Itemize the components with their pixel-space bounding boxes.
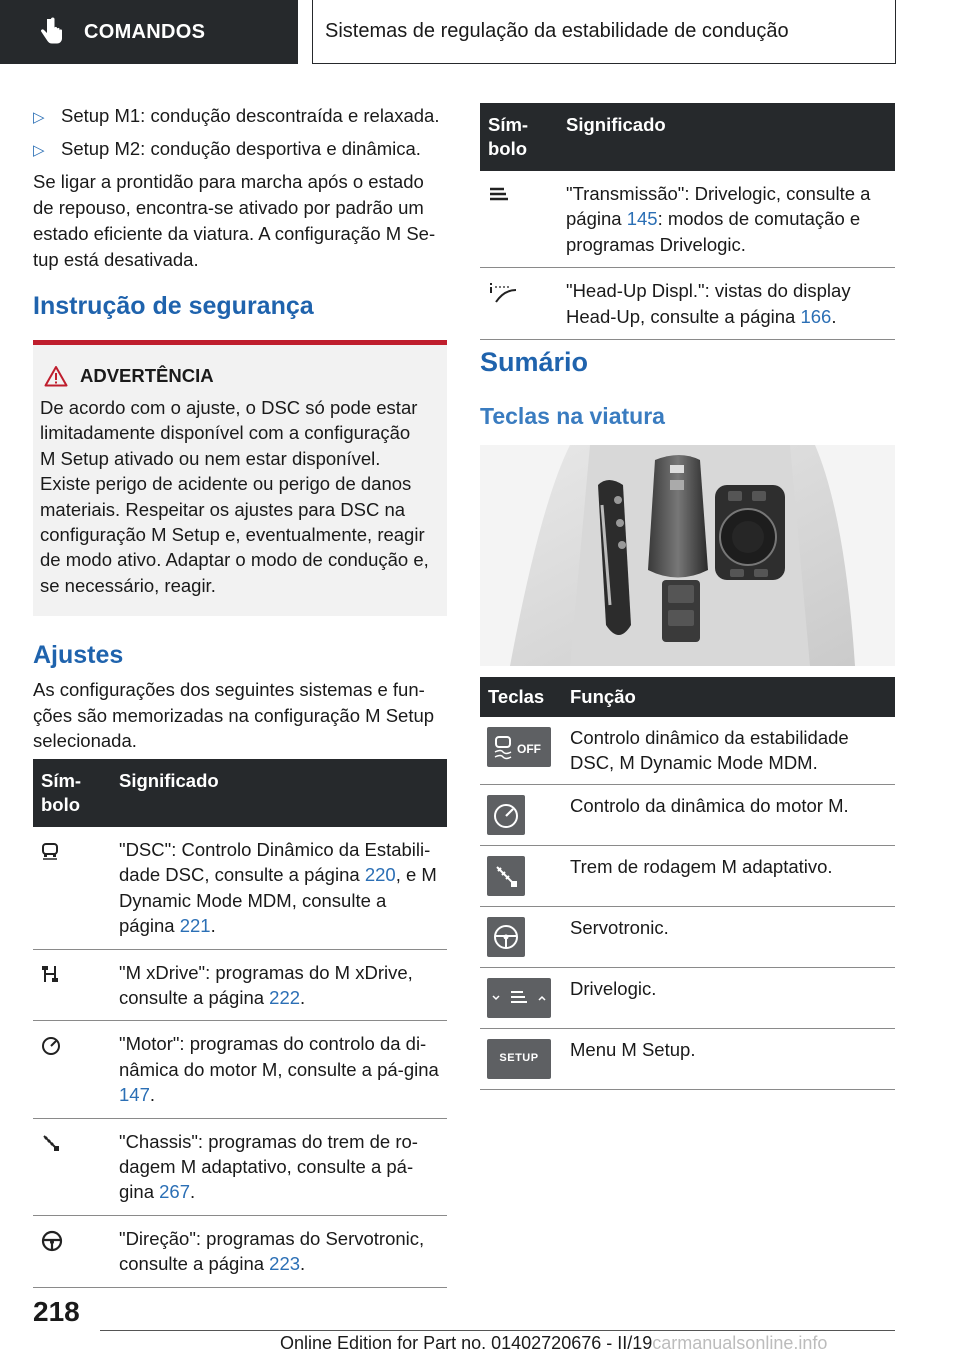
col-meaning-header: Significado [558, 103, 895, 171]
symbol-table-continued [480, 103, 895, 340]
function-cell: Menu M Setup. [562, 1028, 895, 1089]
keys-table [480, 677, 895, 1090]
table-row [33, 1215, 447, 1287]
center-console-illustration [480, 445, 895, 666]
table-row [480, 845, 895, 906]
warning-title: ADVERTÊNCIA [40, 365, 439, 387]
table-row [33, 1118, 447, 1215]
hand-pointer-icon [38, 17, 64, 47]
chassis-damper-icon [41, 1133, 61, 1153]
steering-wheel-icon [41, 1230, 63, 1252]
table-row [33, 827, 447, 949]
page-link[interactable]: 145 [626, 208, 658, 230]
safety-heading: Instrução de segurança [33, 292, 314, 320]
footer-text: Online Edition for Part no. 01402720676 - II/19carmanualsonline.info [280, 1333, 828, 1353]
col-function-header: Função [562, 677, 895, 717]
table-row [33, 949, 447, 1021]
table-row [480, 1028, 895, 1089]
settings-symbol-table [33, 759, 447, 1288]
col-meaning-header: Significado [111, 759, 447, 827]
function-cell: Controlo dinâmico da estabilidade DSC, M Dynamic Mode MDM. [562, 717, 895, 784]
bullet-item: ▷ Setup M2: condução desportiva e dinâmica. [33, 136, 421, 164]
warning-box [33, 340, 447, 616]
bullet-item: ▷ Setup M1: condução descontraída e relaxada. [33, 103, 439, 131]
section-label: COMANDOS [84, 20, 206, 43]
function-cell: Drivelogic. [562, 967, 895, 1028]
transmission-icon [488, 186, 510, 204]
col-keys-header: Teclas [480, 677, 562, 717]
xdrive-icon [41, 964, 59, 984]
table-row [480, 171, 895, 268]
meaning-cell: "Chassis": programas do trem de ro-dagem M adaptativo, consulte a pá-gina 267. [111, 1118, 447, 1215]
page-link[interactable]: 267 [159, 1181, 190, 1203]
page-link[interactable]: 166 [800, 305, 832, 327]
chassis-key-icon [487, 856, 525, 896]
triangle-bullet-icon: ▷ [33, 109, 45, 126]
meaning-cell: "Transmissão": Drivelogic, consulte a página 145: modos de comutação e programas Drivelogic. [558, 171, 895, 268]
warning-triangle-icon [44, 365, 68, 387]
table-row [480, 268, 895, 340]
page-link[interactable]: 223 [269, 1253, 301, 1275]
head-up-display-icon [488, 282, 518, 304]
function-cell: Servotronic. [562, 906, 895, 967]
col-symbol-header: Sím-bolo [480, 103, 558, 171]
page-link[interactable]: 222 [269, 987, 301, 1009]
engine-dynamics-key-icon [487, 795, 525, 835]
table-header-row [480, 677, 895, 717]
meaning-cell: "M xDrive": programas do M xDrive, consulte a página 222. [111, 949, 447, 1021]
svg-text:OFF: OFF [517, 742, 541, 756]
motor-gauge-icon [41, 1035, 61, 1055]
table-header-row [33, 759, 447, 827]
page-link[interactable]: 147 [119, 1084, 150, 1106]
page-link[interactable]: 220 [364, 864, 396, 886]
intro-paragraph: Se ligar a prontidão para marcha após o estado de repouso, encontra-se ativado por padrão um estado eficiente da viatura. A configuração M Se- tup está desativada. [33, 171, 436, 270]
meaning-cell: "Direção": programas do Servotronic, consulte a página 223. [111, 1215, 447, 1287]
page-number: 218 [33, 1296, 80, 1327]
triangle-bullet-icon: ▷ [33, 142, 45, 159]
keys-heading: Teclas na viatura [480, 403, 665, 429]
table-row [480, 967, 895, 1028]
table-row [480, 906, 895, 967]
settings-paragraph: As configurações dos seguintes sistemas e fun- ções são memorizadas na configuração M Setup selecionada. [33, 679, 435, 751]
page-header-title: Sistemas de regulação da estabilidade de condução [312, 0, 896, 64]
meaning-cell: "Head-Up Displ.": vistas do display Head-Up, consulte a página 166. [558, 268, 895, 340]
col-symbol-header: Sím-bolo [33, 759, 111, 827]
table-row [33, 1021, 447, 1118]
table-header-row [480, 103, 895, 171]
warning-text: De acordo com o ajuste, o DSC só pode estar limitadamente disponível com a configuração M Setup ativado ou nem estar disponível. Existe perigo de acidente ou perigo de danos materiais. Respeitar os ajustes para DSC na configuração M Setup e, eventualmente, reagir de modo ativo. Adaptar o modo de condução e, se necessário, reagir. [40, 397, 429, 596]
meaning-cell: "DSC": Controlo Dinâmico da Estabili-dade DSC, consulte a página 220, e M Dynamic Mode MDM, consulte a página 221. [111, 827, 447, 949]
page-link[interactable]: 221 [179, 915, 211, 937]
drivelogic-key-icon [487, 978, 551, 1018]
center-console-photo [480, 445, 895, 666]
dsc-car-icon [41, 841, 59, 861]
table-row [480, 717, 895, 784]
footer-rule [100, 1330, 895, 1331]
function-cell: Trem de rodagem M adaptativo. [562, 845, 895, 906]
setup-key-icon: SETUP [487, 1039, 551, 1079]
table-row [480, 784, 895, 845]
summary-heading: Sumário [480, 347, 589, 377]
watermark: carmanualsonline.info [652, 1333, 828, 1353]
settings-heading: Ajustes [33, 641, 124, 669]
dsc-off-key-icon [487, 727, 551, 767]
servotronic-key-icon [487, 917, 525, 957]
function-cell: Controlo da dinâmica do motor M. [562, 784, 895, 845]
meaning-cell: "Motor": programas do controlo da di-nâmica do motor M, consulte a pá-gina 147. [111, 1021, 447, 1118]
section-tab [0, 0, 298, 64]
